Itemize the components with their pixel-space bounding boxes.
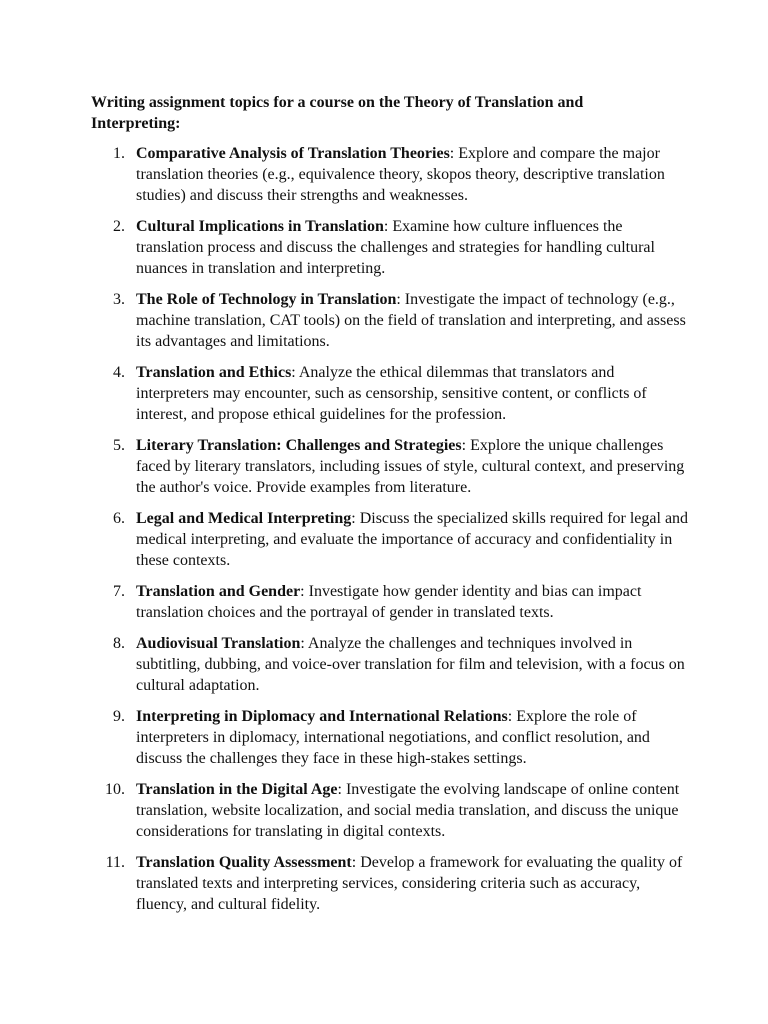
topic-separator: : [351, 510, 356, 527]
topic-separator: : [449, 145, 455, 162]
list-item [91, 216, 691, 279]
topic-number: 1. [113, 145, 125, 162]
list-item [91, 581, 691, 623]
topic-title: Translation Quality Assessment [136, 854, 352, 871]
topic-number: 9. [113, 708, 125, 725]
list-item [91, 143, 691, 206]
topic-number: 6. [113, 510, 125, 527]
topic-description: Investigate the impact of technology (e.g., machine translation, CAT tools) on the field of translation and interpreting, and assess its advantages and limitations. [136, 291, 686, 350]
topic-separator: : [396, 291, 401, 308]
topic-description: Explore the role of interpreters in diplomacy, international negotiations, and conflict resolution, and discuss the challenges they face in these high-stakes settings. [136, 708, 650, 767]
topic-description: Explore the unique challenges faced by literary translators, including issues of style, cultural context, and preserving the author's voice. Provide examples from literature. [136, 437, 685, 496]
topic-number: 3. [113, 291, 125, 308]
topic-separator: : [291, 364, 296, 381]
topic-description: Discuss the specialized skills required for legal and medical interpreting, and evaluate the importance of accuracy and confidentiality in these contexts. [136, 510, 689, 569]
topic-description: Investigate the evolving landscape of online content translation, website localization, and social media translation, and discuss the unique considerations for translating in digital contexts. [136, 781, 680, 840]
topic-title: Audiovisual Translation [136, 635, 301, 652]
list-item [91, 289, 691, 352]
topic-title: Translation in the Digital Age [136, 781, 338, 798]
topic-title: Interpreting in Diplomacy and International Relations [136, 708, 508, 725]
document-heading: Writing assignment topics for a course on the Theory of Translation and Interpreting: [91, 94, 584, 132]
topic-title: Translation and Ethics [136, 364, 292, 381]
topic-description: Investigate how gender identity and bias can impact translation choices and the portrayal of gender in translated texts. [136, 583, 642, 621]
topic-title: Translation and Gender [136, 583, 301, 600]
topic-title: Cultural Implications in Translation [136, 218, 384, 235]
topic-description: Explore and compare the major translation theories (e.g., equivalence theory, skopos theory, descriptive translation studies) and discuss their strengths and weaknesses. [136, 145, 665, 204]
topic-separator: : [300, 635, 305, 652]
list-item [91, 852, 691, 915]
topic-number: 8. [113, 635, 125, 652]
topic-separator: : [383, 218, 389, 235]
topic-number: 10. [105, 781, 125, 798]
list-item [91, 508, 691, 571]
topic-description: Develop a framework for evaluating the quality of translated texts and interpreting services, considering criteria such as accuracy, fluency, and cultural fidelity. [136, 854, 683, 913]
list-item [91, 779, 691, 842]
topic-separator: : [337, 781, 342, 798]
topic-separator: : [461, 437, 467, 454]
topic-list [91, 143, 691, 925]
list-item [91, 362, 691, 425]
topic-separator: : [300, 583, 305, 600]
topic-description: Analyze the ethical dilemmas that translators and interpreters may encounter, such as censorship, sensitive content, or conflicts of interest, and propose ethical guidelines for the profession. [136, 364, 647, 423]
list-item [91, 435, 691, 498]
topic-separator: : [351, 854, 357, 871]
topic-description: Examine how culture influences the translation process and discuss the challenges and strategies for handling cultural nuances in translation and interpreting. [136, 218, 655, 277]
list-item [91, 633, 691, 696]
topic-title: Legal and Medical Interpreting [136, 510, 352, 527]
topic-separator: : [507, 708, 513, 725]
topic-number: 4. [113, 364, 125, 381]
topic-title: The Role of Technology in Translation [136, 291, 397, 308]
topic-number: 7. [113, 583, 125, 600]
topic-number: 2. [113, 218, 125, 235]
topic-title: Literary Translation: Challenges and Strategies [136, 437, 462, 454]
list-item [91, 706, 691, 769]
topic-number: 5. [113, 437, 125, 454]
topic-number: 11. [105, 854, 125, 871]
topic-title: Comparative Analysis of Translation Theories [136, 145, 450, 162]
topic-description: Analyze the challenges and techniques involved in subtitling, dubbing, and voice-over translation for film and television, with a focus on cultural adaptation. [136, 635, 685, 694]
